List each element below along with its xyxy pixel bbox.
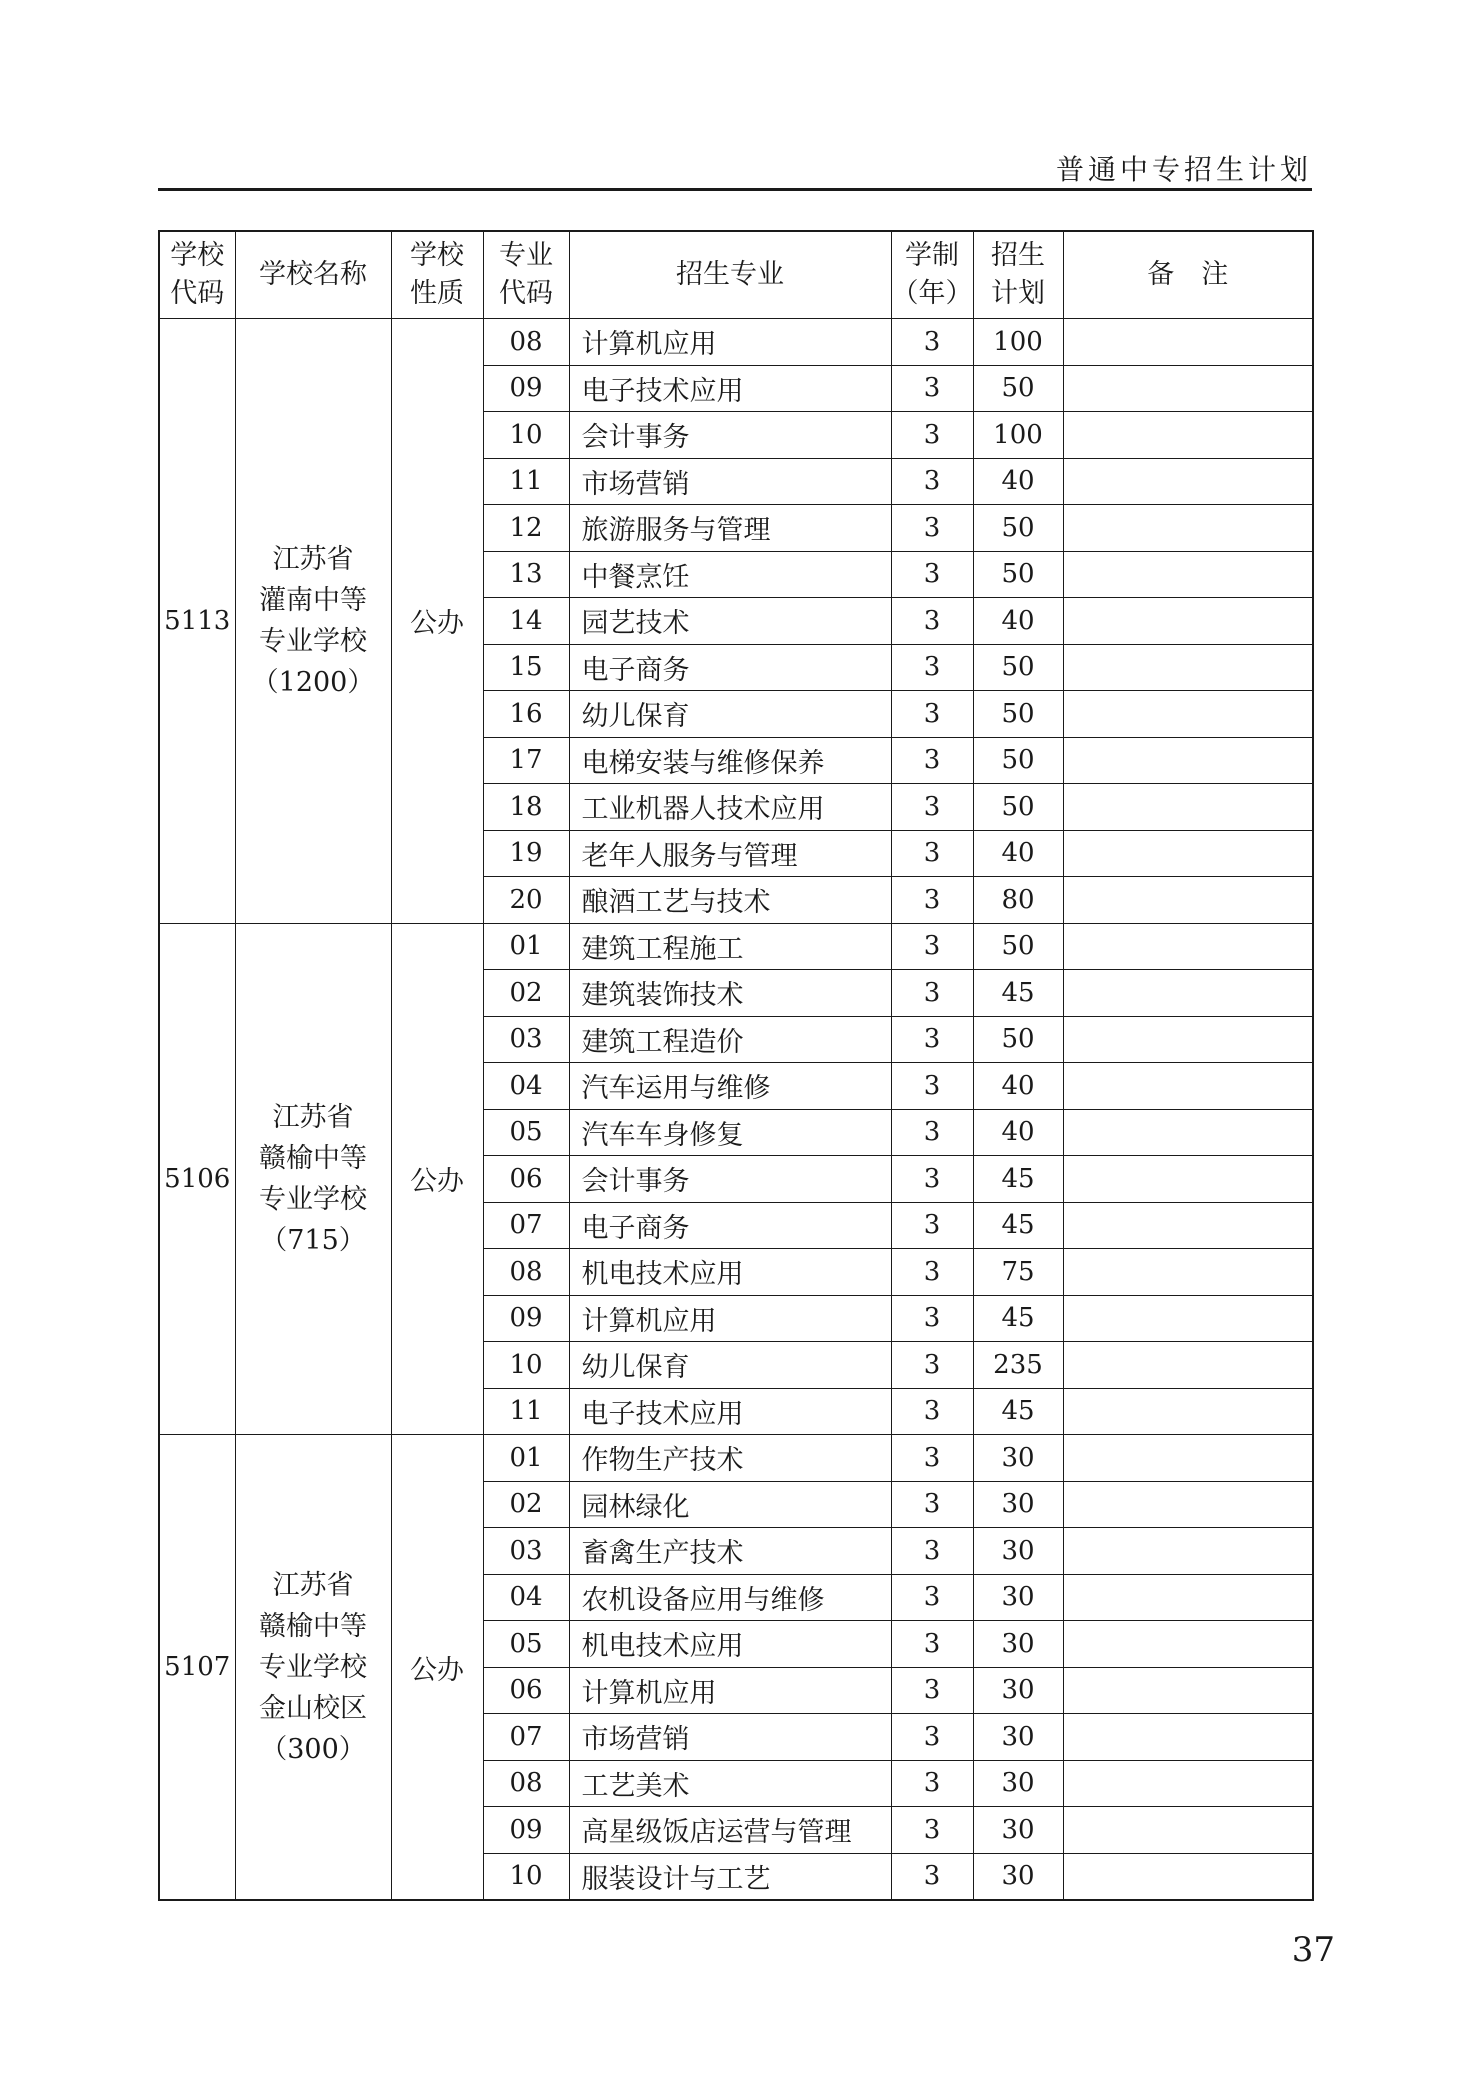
major-plan: 30 [973,1621,1063,1668]
major-years: 3 [891,1016,973,1063]
major-years: 3 [891,784,973,831]
school-code: 5107 [159,1435,235,1901]
major-plan: 45 [973,1202,1063,1249]
major-plan: 100 [973,412,1063,459]
major-remark [1063,644,1313,691]
major-remark [1063,1156,1313,1203]
table-header-row [159,231,1313,319]
major-remark [1063,1249,1313,1296]
major-name: 电梯安装与维修保养 [569,737,891,784]
school-name [235,319,391,924]
major-plan: 30 [973,1667,1063,1714]
major-plan: 50 [973,365,1063,412]
major-name: 工艺美术 [569,1760,891,1807]
major-years: 3 [891,365,973,412]
school-name-line: 江苏省 [272,543,354,575]
school-name-line: 专业学校 [259,1183,367,1215]
table-row [159,319,1313,366]
major-name: 计算机应用 [569,319,891,366]
major-name: 建筑工程造价 [569,1016,891,1063]
major-remark [1063,1807,1313,1854]
major-years: 3 [891,1156,973,1203]
header-school-code: 学校 代码 [159,231,235,319]
major-remark [1063,1574,1313,1621]
major-plan: 50 [973,691,1063,738]
major-code: 06 [483,1156,569,1203]
major-plan: 50 [973,923,1063,970]
major-plan: 40 [973,458,1063,505]
major-code: 08 [483,1760,569,1807]
school-name-line: 灌南中等 [259,584,367,616]
major-name: 作物生产技术 [569,1435,891,1482]
major-name: 园林绿化 [569,1481,891,1528]
major-years: 3 [891,1574,973,1621]
major-plan: 50 [973,644,1063,691]
major-years: 3 [891,1063,973,1110]
major-code: 07 [483,1202,569,1249]
major-years: 3 [891,1109,973,1156]
major-remark [1063,551,1313,598]
major-name: 幼儿保育 [569,691,891,738]
running-head [158,140,1312,191]
major-remark [1063,1528,1313,1575]
major-plan: 235 [973,1342,1063,1389]
major-years: 3 [891,1528,973,1575]
major-name: 农机设备应用与维修 [569,1574,891,1621]
major-code: 08 [483,319,569,366]
major-plan: 30 [973,1807,1063,1854]
major-remark [1063,1342,1313,1389]
major-plan: 30 [973,1853,1063,1900]
major-plan: 30 [973,1714,1063,1761]
major-remark [1063,319,1313,366]
major-years: 3 [891,1435,973,1482]
major-code: 04 [483,1063,569,1110]
major-years: 3 [891,1295,973,1342]
major-remark [1063,1109,1313,1156]
major-plan: 45 [973,1156,1063,1203]
major-years: 3 [891,691,973,738]
major-code: 04 [483,1574,569,1621]
major-remark [1063,598,1313,645]
major-code: 02 [483,1481,569,1528]
school-name-line: 江苏省 [272,1569,354,1601]
major-plan: 45 [973,1295,1063,1342]
school-type: 公办 [391,923,483,1435]
header-school-type: 学校 性质 [391,231,483,319]
major-name: 工业机器人技术应用 [569,784,891,831]
header-remarks: 备 注 [1063,231,1313,319]
school-code: 5106 [159,923,235,1435]
major-name: 汽车运用与维修 [569,1063,891,1110]
major-name: 电子商务 [569,644,891,691]
school-name-line: 赣榆中等 [259,1142,367,1174]
major-code: 05 [483,1621,569,1668]
major-years: 3 [891,505,973,552]
major-years: 3 [891,319,973,366]
major-plan: 45 [973,1388,1063,1435]
major-code: 01 [483,1435,569,1482]
major-years: 3 [891,1388,973,1435]
major-remark [1063,1016,1313,1063]
school-name [235,923,391,1435]
school-name-line: （715） [260,1224,366,1256]
major-years: 3 [891,1621,973,1668]
major-code: 19 [483,830,569,877]
major-plan: 50 [973,737,1063,784]
major-plan: 40 [973,830,1063,877]
table-body [159,319,1313,1901]
major-years: 3 [891,1249,973,1296]
major-code: 10 [483,412,569,459]
major-code: 02 [483,970,569,1017]
major-plan: 30 [973,1760,1063,1807]
major-remark [1063,877,1313,924]
major-name: 计算机应用 [569,1667,891,1714]
major-plan: 30 [973,1528,1063,1575]
major-remark [1063,1435,1313,1482]
table-row [159,1435,1313,1482]
school-name-line: 江苏省 [272,1101,354,1133]
major-code: 11 [483,1388,569,1435]
major-name: 电子技术应用 [569,365,891,412]
major-years: 3 [891,1807,973,1854]
major-name: 建筑工程施工 [569,923,891,970]
major-remark [1063,923,1313,970]
major-remark [1063,505,1313,552]
page-number: 37 [1291,1930,1335,1970]
major-code: 03 [483,1528,569,1575]
school-name-line: 金山校区 [259,1692,367,1724]
major-name: 计算机应用 [569,1295,891,1342]
header-major-code: 专业 代码 [483,231,569,319]
major-remark [1063,365,1313,412]
major-code: 09 [483,1807,569,1854]
major-years: 3 [891,877,973,924]
major-code: 13 [483,551,569,598]
running-head-title: 普通中专招生计划 [1055,153,1312,186]
major-plan: 50 [973,784,1063,831]
major-years: 3 [891,830,973,877]
header-major: 招生专业 [569,231,891,319]
school-name [235,1435,391,1901]
header-plan: 招生 计划 [973,231,1063,319]
major-remark [1063,1481,1313,1528]
major-remark [1063,784,1313,831]
major-name: 汽车车身修复 [569,1109,891,1156]
major-plan: 75 [973,1249,1063,1296]
major-code: 16 [483,691,569,738]
major-code: 20 [483,877,569,924]
major-code: 11 [483,458,569,505]
major-name: 高星级饭店运营与管理 [569,1807,891,1854]
major-code: 05 [483,1109,569,1156]
major-code: 03 [483,1016,569,1063]
major-plan: 50 [973,505,1063,552]
major-plan: 40 [973,598,1063,645]
major-remark [1063,1760,1313,1807]
major-plan: 30 [973,1435,1063,1482]
major-plan: 45 [973,970,1063,1017]
major-remark [1063,1388,1313,1435]
major-years: 3 [891,551,973,598]
major-remark [1063,1202,1313,1249]
major-code: 07 [483,1714,569,1761]
major-code: 10 [483,1342,569,1389]
major-name: 会计事务 [569,412,891,459]
major-code: 17 [483,737,569,784]
school-code: 5113 [159,319,235,924]
major-name: 建筑装饰技术 [569,970,891,1017]
major-plan: 40 [973,1063,1063,1110]
school-type: 公办 [391,319,483,924]
major-name: 园艺技术 [569,598,891,645]
major-years: 3 [891,737,973,784]
major-remark [1063,830,1313,877]
header-years: 学制 （年） [891,231,973,319]
major-code: 15 [483,644,569,691]
major-name: 中餐烹饪 [569,551,891,598]
school-type: 公办 [391,1435,483,1901]
major-remark [1063,1063,1313,1110]
major-code: 01 [483,923,569,970]
school-name-line: 专业学校 [259,625,367,657]
major-name: 酿酒工艺与技术 [569,877,891,924]
table-row [159,923,1313,970]
major-code: 10 [483,1853,569,1900]
major-years: 3 [891,923,973,970]
major-name: 电子商务 [569,1202,891,1249]
major-plan: 50 [973,1016,1063,1063]
major-plan: 100 [973,319,1063,366]
major-remark [1063,1621,1313,1668]
major-plan: 40 [973,1109,1063,1156]
major-code: 14 [483,598,569,645]
major-name: 旅游服务与管理 [569,505,891,552]
major-name: 幼儿保育 [569,1342,891,1389]
major-remark [1063,1853,1313,1900]
major-plan: 30 [973,1481,1063,1528]
major-remark [1063,1714,1313,1761]
school-name-line: 专业学校 [259,1651,367,1683]
major-remark [1063,970,1313,1017]
major-remark [1063,1295,1313,1342]
major-remark [1063,691,1313,738]
major-name: 会计事务 [569,1156,891,1203]
major-years: 3 [891,970,973,1017]
major-name: 机电技术应用 [569,1249,891,1296]
major-remark [1063,458,1313,505]
school-name-line: （300） [260,1733,366,1765]
school-name-line: 赣榆中等 [259,1610,367,1642]
major-years: 3 [891,598,973,645]
major-code: 08 [483,1249,569,1296]
major-code: 06 [483,1667,569,1714]
major-name: 老年人服务与管理 [569,830,891,877]
major-remark [1063,1667,1313,1714]
major-plan: 50 [973,551,1063,598]
major-name: 机电技术应用 [569,1621,891,1668]
major-years: 3 [891,1714,973,1761]
major-years: 3 [891,1667,973,1714]
major-remark [1063,737,1313,784]
major-plan: 80 [973,877,1063,924]
major-code: 09 [483,1295,569,1342]
school-name-line: （1200） [251,666,375,698]
major-name: 市场营销 [569,458,891,505]
major-years: 3 [891,1760,973,1807]
major-code: 18 [483,784,569,831]
major-years: 3 [891,644,973,691]
major-name: 市场营销 [569,1714,891,1761]
major-years: 3 [891,458,973,505]
major-name: 服装设计与工艺 [569,1853,891,1900]
major-name: 畜禽生产技术 [569,1528,891,1575]
major-years: 3 [891,1202,973,1249]
major-years: 3 [891,412,973,459]
major-code: 12 [483,505,569,552]
major-years: 3 [891,1481,973,1528]
major-years: 3 [891,1342,973,1389]
header-school-name: 学校名称 [235,231,391,319]
major-remark [1063,412,1313,459]
major-years: 3 [891,1853,973,1900]
enrollment-plan-table [158,230,1314,1901]
major-code: 09 [483,365,569,412]
major-name: 电子技术应用 [569,1388,891,1435]
major-plan: 30 [973,1574,1063,1621]
